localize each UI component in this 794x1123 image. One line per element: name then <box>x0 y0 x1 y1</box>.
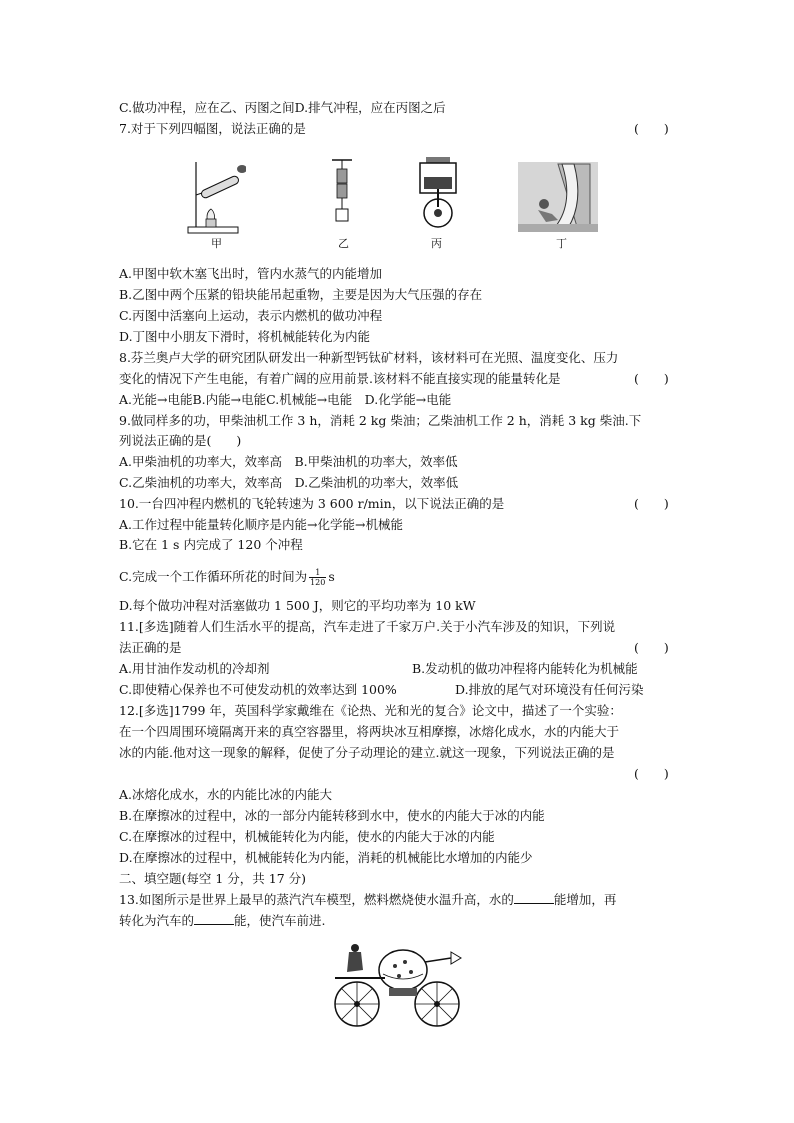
q8-stem-line2: 变化的情况下产生电能，有着广阔的应用前景.该材料不能直接实现的能量转化是 <box>119 371 561 386</box>
q11-option-b: B.发动机的做功冲程将内能转化为机械能 <box>412 661 638 676</box>
q7-option-c: C.丙图中活塞向上运动，表示内燃机的做功冲程 <box>119 308 383 323</box>
q10-option-c-text: C.完成一个工作循环所花的时间为 <box>119 569 308 584</box>
q13-stem-line1 <box>119 892 616 908</box>
figure-bing-engine-icon <box>416 155 460 235</box>
fraction-denominator: 120 <box>310 578 326 587</box>
q6-option-cd: C.做功冲程，应在乙、丙图之间D.排气冲程，应在丙图之后 <box>119 100 446 115</box>
figure-yi-lead-blocks-icon <box>330 157 354 237</box>
q10-option-c <box>119 568 335 587</box>
q13-text-1: 13.如图所示是世界上最早的蒸汽汽车模型，燃料燃烧使水温升高，水的 <box>119 892 514 907</box>
q12-option-d: D.在摩擦冰的过程中，机械能转化为内能，消耗的机械能比水增加的内能少 <box>119 850 533 865</box>
q9-options-ab: A.甲柴油机的功率大，效率高 B.甲柴油机的功率大，效率低 <box>119 454 458 469</box>
q7-option-b: B.乙图中两个压紧的铅块能吊起重物，主要是因为大气压强的存在 <box>119 287 483 302</box>
q13-text-4: 能，使汽车前进. <box>234 913 326 928</box>
q10-option-a: A.工作过程中能量转化顺序是内能→化学能→机械能 <box>119 517 403 532</box>
q12-answer-bracket: ( ) <box>634 766 669 781</box>
q13-text-2: 能增加，再 <box>553 892 617 907</box>
q11-option-d: D.排放的尾气对环境没有任何污染 <box>455 682 644 697</box>
q11-stem-line1: 11.[多选]随着人们生活水平的提高，汽车走进了千家万户.关于小汽车涉及的知识，下列说 <box>119 619 616 634</box>
q9-stem-line1: 9.做同样多的功，甲柴油机工作 3 h，消耗 2 kg 柴油；乙柴油机工作 2 h，消耗 3 kg 柴油.下 <box>119 413 642 428</box>
section-2-heading: 二、填空题(每空 1 分，共 17 分) <box>119 871 307 886</box>
q10-stem: 10.一台四冲程内燃机的飞轮转速为 3 600 r/min，以下说法正确的是 <box>119 496 505 511</box>
figure-label-bing: 丙 <box>431 237 442 250</box>
q13-stem-line2 <box>119 913 326 929</box>
q10-option-d: D.每个做功冲程对活塞做功 1 500 J，则它的平均功率为 10 kW <box>119 598 476 613</box>
q13-blank-1[interactable] <box>514 892 554 904</box>
q10-option-c-unit: s <box>328 569 335 584</box>
q12-stem-line3: 冰的内能.他对这一现象的解释，促使了分子动理论的建立.就这一现象，下列说法正确的是 <box>119 745 615 760</box>
fraction-numerator: 1 <box>309 568 326 578</box>
q13-text-3: 转化为汽车的 <box>119 913 195 928</box>
q12-option-a: A.冰熔化成水，水的内能比冰的内能大 <box>119 787 333 802</box>
q13-blank-2[interactable] <box>194 913 234 925</box>
q11-option-a: A.用甘油作发动机的冷却剂 <box>119 661 270 676</box>
q11-answer-bracket: ( ) <box>634 640 669 655</box>
figure-label-yi: 乙 <box>338 237 349 250</box>
q12-option-c: C.在摩擦冰的过程中，机械能转化为内能，使水的内能大于冰的内能 <box>119 829 495 844</box>
q9-options-cd: C.乙柴油机的功率大，效率高 D.乙柴油机的功率大，效率低 <box>119 475 459 490</box>
figure-ding-slide-icon <box>518 162 598 232</box>
figure-label-ding: 丁 <box>556 237 567 250</box>
figure-label-jia: 甲 <box>211 237 222 250</box>
q9-stem-line2: 列说法正确的是( ) <box>119 433 242 448</box>
q12-stem-line1: 12.[多选]1799 年，英国科学家戴维在《论热、光和光的复合》论文中，描述了一个实验： <box>119 703 622 718</box>
figure-steam-car-icon <box>325 944 475 1030</box>
q7-answer-bracket: ( ) <box>634 121 669 136</box>
q12-option-b: B.在摩擦冰的过程中，冰的一部分内能转移到水中，使水的内能大于冰的内能 <box>119 808 545 823</box>
q11-option-c: C.即使精心保养也不可使发动机的效率达到 100% <box>119 682 397 697</box>
q10-fraction <box>309 568 326 587</box>
q8-answer-bracket: ( ) <box>634 371 669 386</box>
q12-stem-line2: 在一个四周围环境隔离开来的真空容器里，将两块冰互相摩擦，冰熔化成水，水的内能大于 <box>119 724 620 739</box>
q10-answer-bracket: ( ) <box>634 496 669 511</box>
q7-stem: 7.对于下列四幅图，说法正确的是 <box>119 121 306 136</box>
q7-option-a: A.甲图中软木塞飞出时，管内水蒸气的内能增加 <box>119 266 383 281</box>
q8-options: A.光能→电能B.内能→电能C.机械能→电能 D.化学能→电能 <box>119 392 452 407</box>
q10-option-b: B.它在 1 s 内完成了 120 个冲程 <box>119 537 303 552</box>
q7-option-d: D.丁图中小朋友下滑时，将机械能转化为内能 <box>119 329 371 344</box>
q11-stem-line2: 法正确的是 <box>119 640 182 655</box>
figure-jia-test-tube-icon <box>186 157 246 237</box>
q8-stem-line1: 8.芬兰奥卢大学的研究团队研发出一种新型钙钛矿材料，该材料可在光照、温度变化、压力 <box>119 350 619 365</box>
